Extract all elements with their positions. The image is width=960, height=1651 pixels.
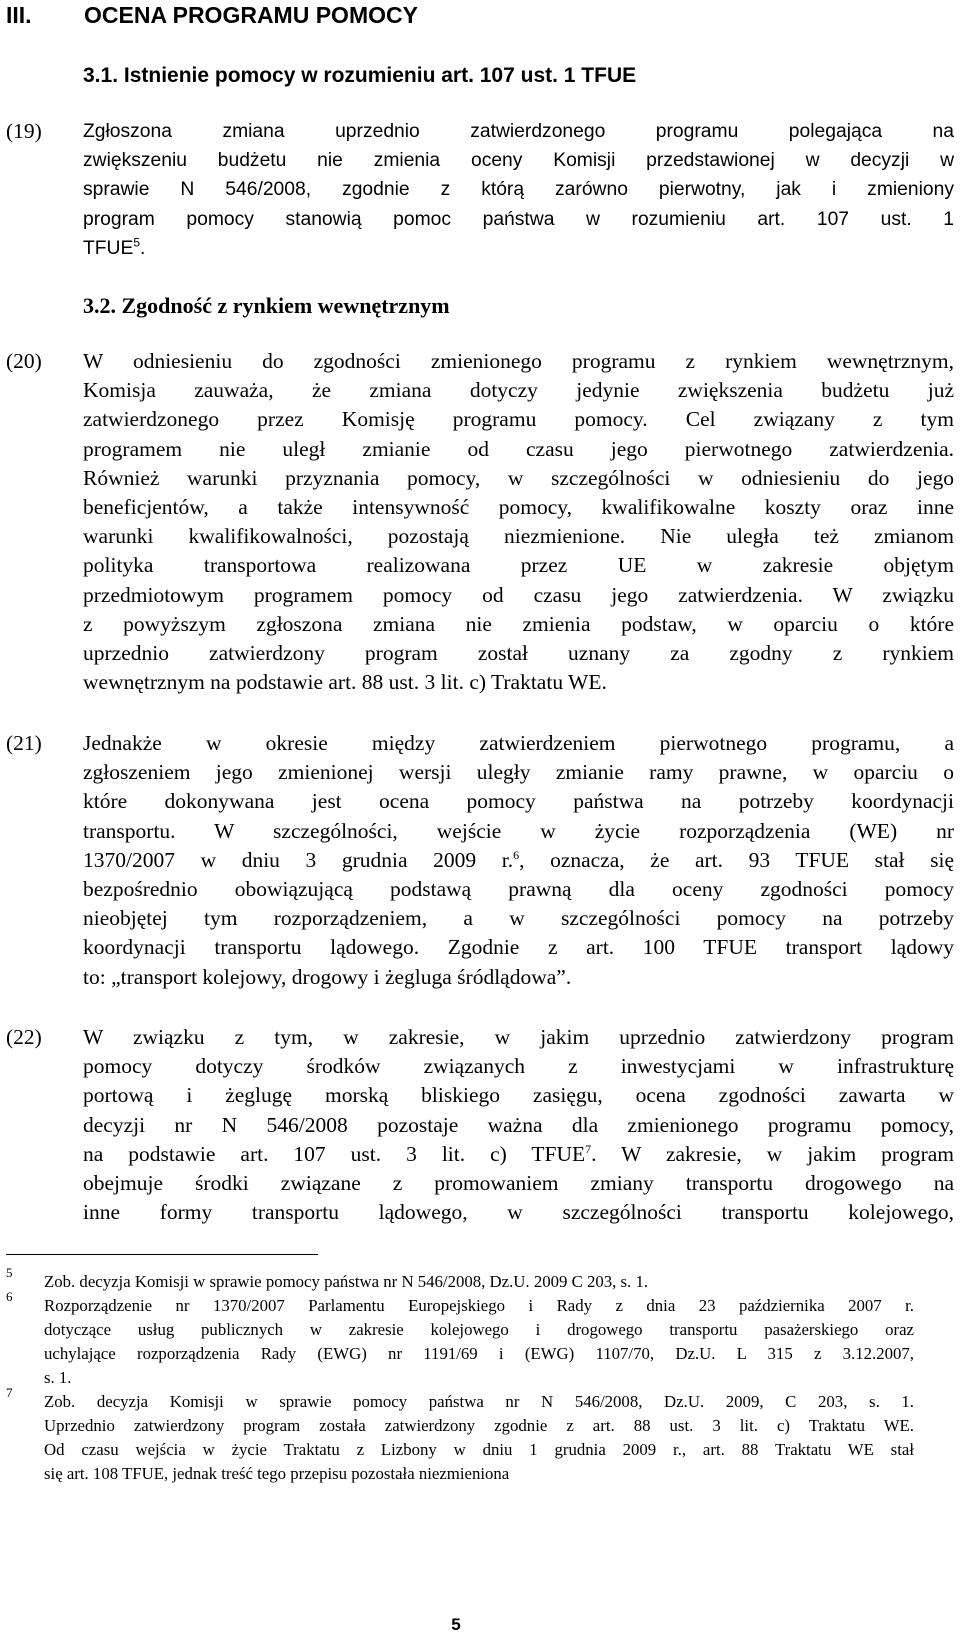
paragraph-text: [83, 729, 954, 992]
section-heading: [6, 0, 418, 30]
footnote-text: [44, 1390, 914, 1486]
text-line: warunki kwalifikowalności, pozostają niezmienione. Nie uległa też zmianom: [83, 524, 954, 549]
text-line: [83, 846, 954, 875]
text-line: zatwierdzonego przez Komisję programu pomocy. Cel związany z tym: [83, 407, 954, 432]
text-line: Rozporządzenie nr 1370/2007 Parlamentu Europejskiego i Rady z dnia 23 października 2007 r.: [44, 1296, 914, 1315]
footnote-reference: 7: [585, 1141, 592, 1156]
footnote-reference: 5: [133, 235, 141, 250]
text-fragment: . W zakresie, w jakim program: [591, 1141, 954, 1166]
text-fragment: TFUE: [83, 237, 134, 259]
text-line: się art. 108 TFUE, jednak treść tego przepisu pozostała niezmieniona: [44, 1464, 510, 1483]
text-line: portową i żeglugę morską bliskiego zasięgu, ocena zgodności zawarta w: [83, 1083, 954, 1108]
text-line: Uprzednio zatwierdzony program została zatwierdzony zgodnie z art. 88 ust. 3 lit. c) Traktatu WE.: [44, 1416, 914, 1435]
footnotes: [6, 1262, 954, 1486]
footnote-5: [6, 1265, 954, 1294]
text-fragment: 1370/2007 w dniu 3 grudnia 2009 r.: [83, 847, 514, 872]
text-line: uprzednio zatwierdzony program został uznany za zgodny z rynkiem: [83, 641, 954, 666]
section-number: III.: [6, 2, 32, 28]
text-line: z powyższym zgłoszona zmiana nie zmienia podstaw, w oparciu o które: [83, 611, 954, 636]
text-line: dotyczące usług publicznych w zakresie kolejowego i drogowego transportu pasażerskiego oraz: [44, 1320, 914, 1339]
footnote-text: [44, 1294, 914, 1390]
text-line: które dokonywana jest ocena pomocy państwa na potrzeby koordynacji: [83, 789, 954, 814]
text-line: Zob. decyzja Komisji w sprawie pomocy państwa nr N 546/2008, Dz.U. 2009 C 203, s. 1.: [44, 1272, 649, 1291]
footnote-number: 5: [6, 1265, 13, 1280]
footnote-7: [6, 1385, 954, 1486]
text-line: s. 1.: [44, 1368, 72, 1387]
text-line: polityka transportowa realizowana przez UE w zakresie objętym: [83, 553, 954, 578]
text-line: nieobjętej tym rozporządzeniem, a w szczególności pomocy na potrzeby: [83, 906, 954, 931]
text-line: Zob. decyzja Komisji w sprawie pomocy państwa nr N 546/2008, Dz.U. 2009, C 203, s. 1.: [44, 1392, 914, 1411]
footnote-number: 7: [6, 1385, 13, 1400]
paragraph-number: (19): [6, 119, 42, 143]
footnote-text: [44, 1270, 914, 1294]
footnote-6: [6, 1289, 954, 1390]
text-line: pomocy dotyczy środków związanych z inwestycjami w infrastrukturę: [83, 1054, 954, 1079]
text-line: obejmuje środki związane z promowaniem zmiany transportu drogowego na: [83, 1171, 954, 1196]
text-line: koordynacji transportu lądowego. Zgodnie z art. 100 TFUE transport lądowy: [83, 935, 954, 960]
subsection-heading-3-2: 3.2. Zgodność z rynkiem wewnętrznym: [83, 293, 450, 318]
page-number: 5: [451, 1615, 461, 1634]
paragraph-number: (22): [6, 1025, 42, 1049]
paragraph-text: [83, 347, 954, 697]
text-line: [83, 1140, 954, 1169]
text-line: W związku z tym, w zakresie, w jakim uprzednio zatwierdzony program: [83, 1025, 954, 1049]
text-line: przedmiotowym programem pomocy od czasu jego zatwierdzenia. W związku: [83, 582, 954, 607]
text-line: inne formy transportu lądowego, w szczególności transportu kolejowego,: [83, 1200, 954, 1225]
paragraph-number: (20): [6, 349, 42, 373]
text-line: to: „transport kolejowy, drogowy i żegluga śródlądowa”.: [83, 964, 572, 989]
text-line: program pomocy stanowią pomoc państwa w rozumieniu art. 107 ust. 1: [83, 208, 954, 230]
text-line: zgłoszeniem jego zmienionej wersji uległy zmianie ramy prawne, w oparciu o: [83, 760, 954, 785]
paragraph-text: [83, 1023, 954, 1227]
text-line: Również warunki przyznania pomocy, w szczególności w odniesieniu do jego: [83, 465, 954, 490]
text-fragment: na podstawie art. 107 ust. 3 lit. c) TFUE: [83, 1141, 586, 1166]
text-line: bezpośrednio obowiązującą podstawą prawną dla oceny zgodności pomocy: [83, 877, 954, 902]
text-fragment: .: [140, 237, 146, 259]
text-line: W odniesieniu do zgodności zmienionego programu z rynkiem wewnętrznym,: [83, 349, 954, 373]
text-line: beneficjentów, a także intensywność pomocy, kwalifikowalne koszty oraz inne: [83, 495, 954, 520]
text-line: Zgłoszona zmiana uprzednio zatwierdzonego programu polegająca na: [83, 121, 954, 142]
text-line: Jednakże w okresie między zatwierdzeniem pierwotnego programu, a: [83, 731, 954, 755]
text-line: programem nie uległ zmianie od czasu jego pierwotnego zatwierdzenia.: [83, 436, 954, 461]
footnote-number: 6: [6, 1289, 13, 1304]
text-line: Od czasu wejścia w życie Traktatu z Lizbony w dniu 1 grudnia 2009 r., art. 88 Traktatu WE stał: [44, 1440, 914, 1459]
text-line: wewnętrznym na podstawie art. 88 ust. 3 lit. c) Traktatu WE.: [83, 670, 607, 695]
text-line: transportu. W szczególności, wejście w życie rozporządzenia (WE) nr: [83, 818, 954, 843]
text-line: zwiększeniu budżetu nie zmienia oceny Komisji przedstawionej w decyzji w: [83, 150, 954, 172]
section-title: OCENA PROGRAMU POMOCY: [84, 2, 418, 28]
text-line: [83, 234, 954, 263]
subsection-heading-3-1: 3.1. Istnienie pomocy w rozumieniu art. 107 ust. 1 TFUE: [83, 64, 637, 87]
paragraph-number: (21): [6, 731, 42, 755]
text-line: decyzji nr N 546/2008 pozostaje ważna dla zmienionego programu pomocy,: [83, 1112, 954, 1137]
footnote-reference: 6: [513, 847, 520, 862]
text-line: Komisja zauważa, że zmiana dotyczy jedynie zwiększenia budżetu już: [83, 378, 954, 403]
text-line: uchylające rozporządzenia Rady (EWG) nr 1191/69 i (EWG) 1107/70, Dz.U. L 315 z 3.12.2007,: [44, 1344, 914, 1363]
text-line: sprawie N 546/2008, zgodnie z którą zarówno pierwotny, jak i zmieniony: [83, 179, 954, 201]
footnote-separator: [6, 1254, 318, 1255]
text-fragment: , oznacza, że art. 93 TFUE stał się: [519, 847, 955, 872]
paragraph-text: [83, 117, 954, 263]
